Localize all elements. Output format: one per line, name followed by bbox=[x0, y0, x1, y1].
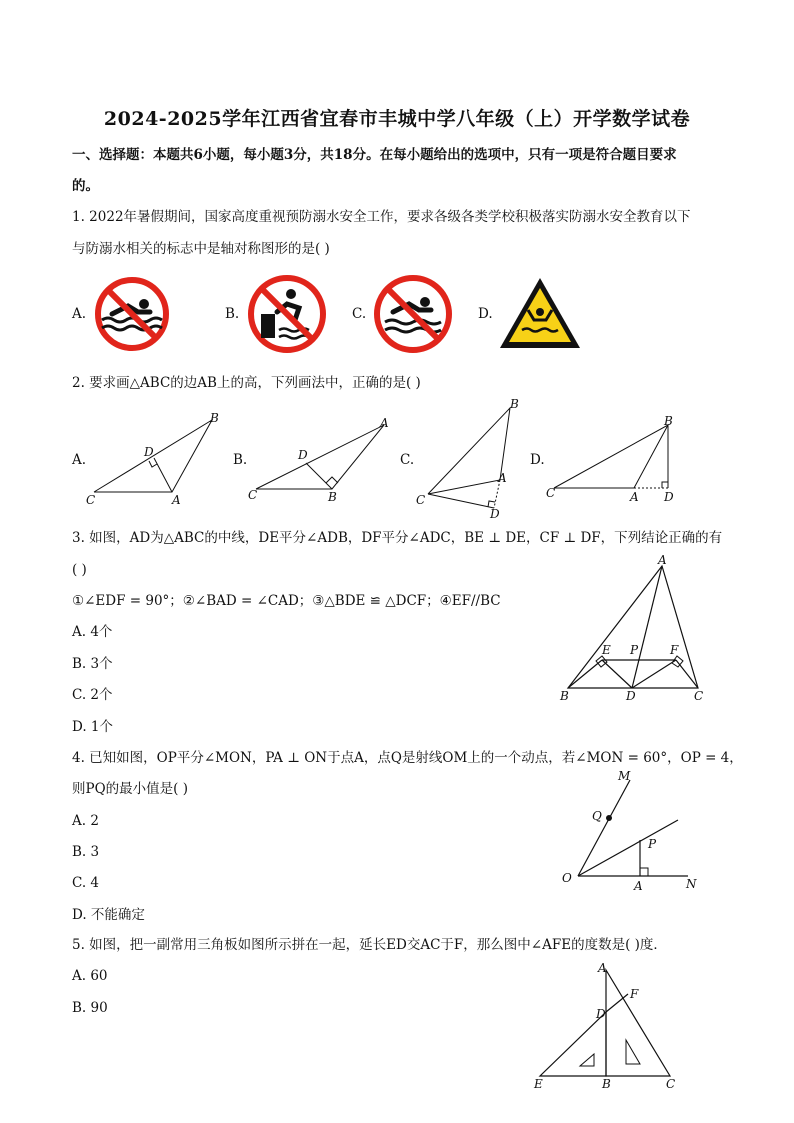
q1-option-d[interactable]: D. bbox=[478, 306, 493, 322]
svg-text:Q: Q bbox=[592, 809, 602, 823]
q2-figure-d bbox=[544, 413, 684, 507]
svg-text:D: D bbox=[144, 445, 154, 459]
q3-option-b[interactable]: B. 3个 bbox=[72, 656, 113, 672]
q1-option-b[interactable]: B. bbox=[225, 306, 240, 322]
q5-stem: 5. 如图，把一副常用三角板如图所示拼在一起，延长ED交AC于F，那么图中∠AFE的度数是( )度． bbox=[72, 937, 667, 953]
no-diving-icon bbox=[247, 274, 327, 354]
q4-option-d[interactable]: D. 不能确定 bbox=[72, 907, 145, 923]
q4-option-a[interactable]: A. 2 bbox=[72, 813, 99, 829]
q1-option-c[interactable]: C. bbox=[352, 306, 367, 322]
svg-text:A: A bbox=[658, 554, 667, 567]
svg-text:C: C bbox=[546, 486, 556, 500]
q4-stem-cont: 则PQ的最小值是( ) bbox=[72, 781, 188, 797]
q2-option-d[interactable]: D. bbox=[530, 452, 545, 468]
svg-text:M: M bbox=[618, 769, 631, 783]
svg-text:C: C bbox=[86, 493, 96, 507]
q2-option-b[interactable]: B. bbox=[233, 452, 248, 468]
svg-text:B: B bbox=[328, 490, 337, 504]
svg-text:B: B bbox=[210, 411, 219, 425]
svg-text:B: B bbox=[510, 398, 519, 411]
q2-figure-b bbox=[246, 415, 394, 507]
q1-stem-cont: 与防溺水相关的标志中是轴对称图形的是( ) bbox=[72, 241, 330, 257]
svg-text:B: B bbox=[664, 414, 673, 428]
svg-text:D: D bbox=[298, 448, 308, 462]
svg-text:P: P bbox=[648, 837, 657, 851]
q2-stem: 2. 要求画△ABC的边AB上的高，下列画法中，正确的是( ) bbox=[72, 375, 421, 391]
svg-text:A: A bbox=[634, 879, 643, 893]
page-title: 2024-2025学年江西省宜春市丰城中学八年级（上）开学数学试卷 bbox=[103, 108, 691, 130]
svg-text:C: C bbox=[666, 1077, 676, 1091]
q3-stem: 3. 如图，AD为△ABC的中线，DE平分∠ADB，DF平分∠ADC，BE ⊥ DE，CF ⊥ DF，下列结论正确的有 bbox=[72, 530, 723, 546]
q1-option-a[interactable]: A. bbox=[72, 306, 87, 322]
svg-text:D: D bbox=[596, 1007, 606, 1021]
svg-text:C: C bbox=[694, 689, 704, 703]
svg-text:P: P bbox=[630, 643, 639, 657]
q4-option-c[interactable]: C. 4 bbox=[72, 875, 100, 891]
q1-stem: 1. 2022年暑假期间，国家高度重视预防溺水安全工作，要求各级各类学校积极落实防溺水安全教育以下 bbox=[72, 209, 691, 225]
q3-option-c[interactable]: C. 2个 bbox=[72, 687, 113, 703]
svg-text:B: B bbox=[560, 689, 569, 703]
svg-text:O: O bbox=[562, 871, 572, 885]
svg-text:F: F bbox=[670, 643, 679, 657]
svg-text:C: C bbox=[416, 493, 426, 507]
q4-option-b[interactable]: B. 3 bbox=[72, 844, 100, 860]
svg-text:E: E bbox=[602, 643, 611, 657]
q2-option-a[interactable]: A. bbox=[72, 452, 87, 468]
svg-text:D: D bbox=[664, 490, 674, 504]
q3-option-a[interactable]: A. 4个 bbox=[72, 624, 113, 640]
q2-figure-a bbox=[86, 410, 222, 510]
q5-figure bbox=[530, 960, 680, 1092]
svg-text:B: B bbox=[602, 1077, 611, 1091]
svg-text:F: F bbox=[630, 987, 639, 1001]
svg-text:A: A bbox=[598, 961, 607, 975]
q3-figure bbox=[556, 554, 716, 706]
no-swimming-icon bbox=[94, 276, 170, 352]
svg-text:A: A bbox=[172, 493, 181, 507]
no-swimming-waves-icon bbox=[373, 274, 453, 354]
svg-text:A: A bbox=[498, 471, 507, 485]
q4-figure bbox=[560, 768, 710, 894]
drowning-warning-icon bbox=[498, 276, 582, 352]
q3-stem-cont: ( ) bbox=[72, 562, 87, 578]
svg-text:D: D bbox=[490, 507, 500, 521]
q2-option-c[interactable]: C. bbox=[400, 452, 415, 468]
q3-conditions: ①∠EDF = 90°；②∠BAD = ∠CAD；③△BDE ≌ △DCF；④EF//BC bbox=[72, 593, 501, 609]
svg-text:C: C bbox=[248, 488, 258, 502]
q5-option-a[interactable]: A. 60 bbox=[72, 968, 108, 984]
svg-text:A: A bbox=[630, 490, 639, 504]
q5-option-b[interactable]: B. 90 bbox=[72, 1000, 108, 1016]
svg-text:A: A bbox=[380, 416, 389, 430]
svg-text:D: D bbox=[626, 689, 636, 703]
svg-text:E: E bbox=[534, 1077, 543, 1091]
q4-stem: 4. 已知如图，OP平分∠MON，PA ⊥ ON于点A，点Q是射线OM上的一个动点，若∠MON = 60°，OP = 4， bbox=[72, 750, 743, 766]
q2-figure-c bbox=[410, 398, 526, 522]
section-header-cont: 的。 bbox=[72, 178, 99, 194]
q3-option-d[interactable]: D. 1个 bbox=[72, 719, 114, 735]
svg-text:N: N bbox=[686, 877, 697, 891]
section-header: 一、选择题：本题共6小题，每小题3分，共18分。在每小题给出的选项中，只有一项是符合题目要求 bbox=[72, 147, 677, 163]
